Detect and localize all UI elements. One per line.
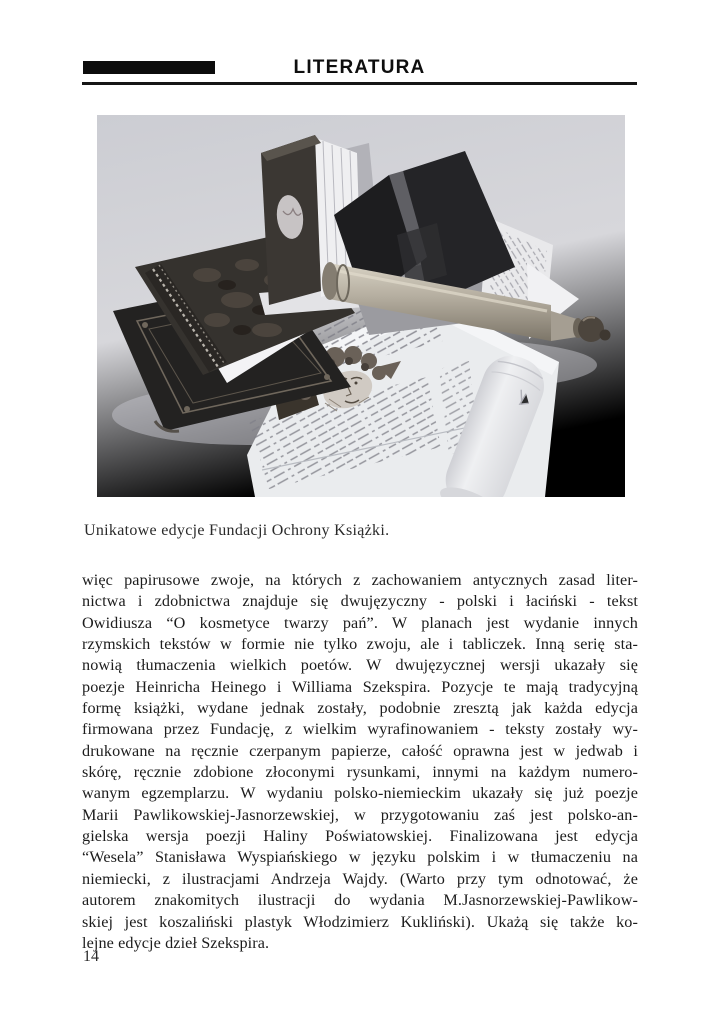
photo-caption: Unikatowe edycje Fundacji Ochrony Książki.: [84, 522, 390, 539]
body-line: Owidiusza “O kosmetyce twarzy pań”. W planach jest wydanie innych: [82, 613, 638, 632]
body-line: skiej jest koszaliński plastyk Włodzimierz Kukliński). Ukażą się także ko-: [82, 912, 638, 931]
body-line: poezje Heinricha Heinego i Williama Szekspira. Pozycje te mają tradycyjną: [82, 677, 638, 696]
page-number: 14: [83, 948, 99, 965]
photo: [97, 115, 625, 497]
body-line: Marii Pawlikowskiej-Jasnorzewskiej, w przygotowaniu zaś jest polsko-an-: [82, 805, 638, 824]
body-line: nowią tłumaczenia wielkich poetów. W dwujęzycznej wersji ukazały się: [82, 656, 638, 675]
body-line: autorem znakomitych ilustracji do wydania M.Jasnorzewskiej-Pawlikow-: [82, 891, 638, 910]
body-line: wanym egzemplarzu. W wydaniu polsko-niemieckim ukazały się już poezje: [82, 784, 638, 803]
body-line: rzymskich tekstów w formie nie tylko zwoju, ale i tabliczek. Inną serię sta-: [82, 635, 638, 654]
body-line: niemiecki, z ilustracjami Andrzeja Wajdy. (Warto przy tym odnotować, że: [82, 869, 638, 888]
page-title: LITERATURA: [293, 57, 426, 78]
body-line: gielska wersja poezji Haliny Poświatowskiej. Finalizowana jest edycja: [82, 827, 638, 846]
body-line: nictwa i zdobnictwa znajduje się dwujęzyczny - polski i łaciński - tekst: [82, 592, 638, 611]
body-line: drukowane na ręcznie czerpanym papierze, całość oprawna jest w jedwab i: [82, 741, 638, 760]
body-line: firmowana przez Fundację, z wielkim wyrafinowaniem - teksty zostały wy-: [82, 720, 638, 739]
body-text: [82, 570, 638, 954]
books-and-scrolls-illustration: [97, 115, 625, 497]
body-line: formę książki, wydane jednak zostały, podobnie zresztą jak każda edycja: [82, 699, 638, 718]
body-line: lejne edycje dzieł Szekspira.: [82, 933, 270, 952]
body-line: “Wesela” Stanisława Wyspiańskiego w języku polskim i w tłumaczeniu na: [82, 848, 638, 867]
body-line: skórę, ręcznie zdobione złoconymi rysunkami, innymi na każdym numero-: [82, 763, 638, 782]
body-line: więc papirusowe zwoje, na których z zachowaniem antycznych zasad liter-: [82, 571, 638, 589]
roller-knob: [578, 316, 604, 342]
header-rule: [82, 82, 637, 85]
